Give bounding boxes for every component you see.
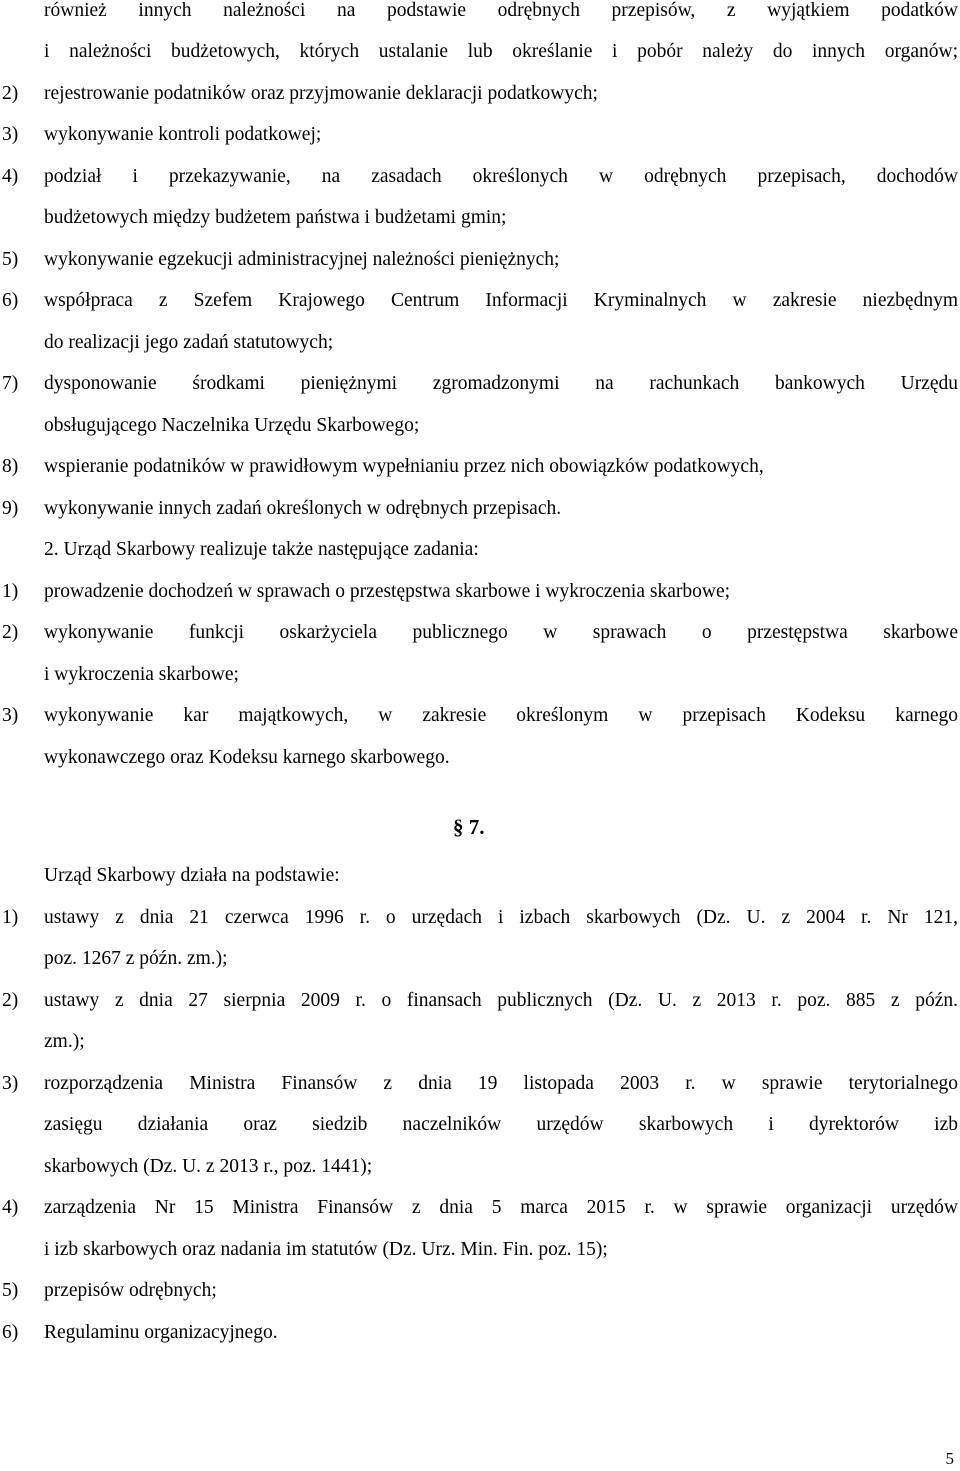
list-number: 2) [2, 990, 19, 1011]
continuation-line: i należności budżetowych, których ustalanie lub określanie i pobór należy do innych organów; [44, 41, 958, 62]
list-item-text: do realizacji jego zadań statutowych; [44, 332, 334, 353]
list-number: 3) [2, 1073, 19, 1094]
list-number: 8) [2, 456, 19, 477]
list-number: 2) [2, 83, 19, 104]
list-number: 6) [2, 1322, 19, 1343]
list-item-text: zm.); [44, 1031, 85, 1052]
list-number: 4) [2, 166, 19, 187]
list-number: 9) [2, 498, 19, 519]
list-item-text: rozporządzenia Ministra Finansów z dnia 19 listopada 2003 r. w sprawie terytorialnego [44, 1073, 958, 1094]
section-intro: 2. Urząd Skarbowy realizuje także następujące zadania: [44, 539, 479, 560]
continuation-line: również innych należności na podstawie odrębnych przepisów, z wyjątkiem podatków [44, 0, 958, 21]
list-item-text: dysponowanie środkami pieniężnymi zgromadzonymi na rachunkach bankowych Urzędu [44, 373, 958, 394]
list-item-text: obsługującego Naczelnika Urzędu Skarbowego; [44, 415, 420, 436]
list-item-text: współpraca z Szefem Krajowego Centrum Informacji Kryminalnych w zakresie niezbędnym [44, 290, 958, 311]
list-number: 6) [2, 290, 19, 311]
list-item-text: rejestrowanie podatników oraz przyjmowanie deklaracji podatkowych; [44, 83, 598, 104]
list-number: 5) [2, 249, 19, 270]
list-item-text: wykonywanie kar majątkowych, w zakresie określonym w przepisach Kodeksu karnego [44, 705, 958, 726]
list-number: 3) [2, 124, 19, 145]
list-item-text: skarbowych (Dz. U. z 2013 r., poz. 1441); [44, 1156, 373, 1177]
list-item-text: Regulaminu organizacyjnego. [44, 1322, 278, 1343]
list-item-text: i wykroczenia skarbowe; [44, 664, 239, 685]
list-item-text: ustawy z dnia 27 sierpnia 2009 r. o finansach publicznych (Dz. U. z 2013 r. poz. 885 z późn. [44, 990, 958, 1011]
list-number: 3) [2, 705, 19, 726]
list-number: 1) [2, 581, 19, 602]
list-item-text: ustawy z dnia 21 czerwca 1996 r. o urzędach i izbach skarbowych (Dz. U. z 2004 r. Nr 121, [44, 907, 958, 928]
list-item-text: wykonywanie egzekucji administracyjnej należności pieniężnych; [44, 249, 560, 270]
list-item-text: poz. 1267 z późn. zm.); [44, 948, 228, 969]
list-item-text: zarządzenia Nr 15 Ministra Finansów z dnia 5 marca 2015 r. w sprawie organizacji urzędów [44, 1197, 958, 1218]
list-item-text: prowadzenie dochodzeń w sprawach o przestępstwa skarbowe i wykroczenia skarbowe; [44, 581, 731, 602]
list-number: 2) [2, 622, 19, 643]
list-item-text: budżetowych między budżetem państwa i budżetami gmin; [44, 207, 507, 228]
list-item-text: wykonywanie kontroli podatkowej; [44, 124, 322, 145]
list-item-text: wspieranie podatników w prawidłowym wypełnianiu przez nich obowiązków podatkowych, [44, 456, 764, 477]
list-item-text: przepisów odrębnych; [44, 1280, 217, 1301]
list-number: 1) [2, 907, 19, 928]
list-number: 4) [2, 1197, 19, 1218]
list-item-text: zasięgu działania oraz siedzib naczelników urzędów skarbowych i dyrektorów izb [44, 1114, 958, 1135]
list-item-text: i izb skarbowych oraz nadania im statutów (Dz. Urz. Min. Fin. poz. 15); [44, 1239, 608, 1260]
list-number: 5) [2, 1280, 19, 1301]
page-number: 5 [945, 1449, 954, 1468]
list-item-text: wykonywanie innych zadań określonych w odrębnych przepisach. [44, 498, 562, 519]
list-number: 7) [2, 373, 19, 394]
list-item-text: podział i przekazywanie, na zasadach określonych w odrębnych przepisach, dochodów [44, 166, 958, 187]
paragraph-intro: Urząd Skarbowy działa na podstawie: [44, 865, 340, 886]
list-item-text: wykonawczego oraz Kodeksu karnego skarbowego. [44, 747, 450, 768]
paragraph-heading: § 7. [453, 815, 485, 839]
list-item-text: wykonywanie funkcji oskarżyciela publicznego w sprawach o przestępstwa skarbowe [44, 622, 958, 643]
